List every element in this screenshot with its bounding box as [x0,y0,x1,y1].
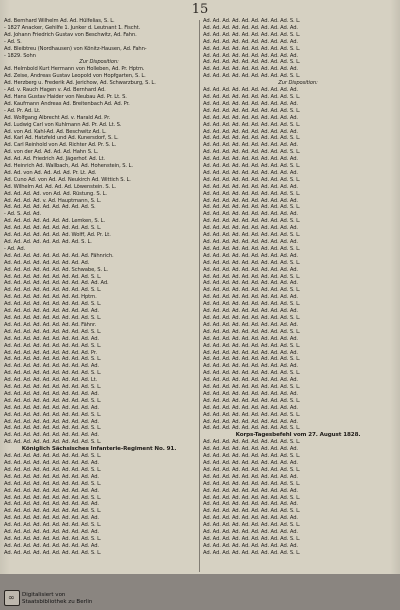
entry-line: Ad. Ad. Ad. Ad. Ad. Ad. Ad. Ad. Ad. Ad. [203,211,298,218]
entry-line: Ad. Ad. Ad. Ad. Ad. Ad. Ad. Ad. Ad. S. L. [203,204,301,211]
entry-line: Ad. Karl Ad. Hatzfeld und Ad. Kunersdorf, S. L. [4,135,119,142]
entry-line: Ad. Ad. Ad. Ad. Ad. Ad. Ad. Ad. Ad. S. L. [203,190,301,197]
entry-line: Ad. Ad. Ad. Ad. Ad. Ad. Ad. Ad. S. L. [4,239,92,245]
entry-line: Ad. Ad. Ad. Ad. Ad. Ad. Ad. Ad. Ad. Ad. [203,266,298,273]
footer-text [22,592,92,606]
entry-line: Ad. Carl Reinhold von Ad. Richter Ad. Pr. S. L. [4,142,117,149]
entry-line: Ad. Ad. Ad. Ad. Ad. Ad. Ad. Ad. Ad. S. L. [4,425,102,432]
entry-line: Ad. Ad. Ad. Ad. Ad. Ad. Ad. Ad. Ad. S. L. [4,273,102,280]
entry-line: Ad. Ad. Ad. Ad. Ad. Ad. Ad. Ad. Ad. Pr. [4,349,97,356]
entry-line: Ad. Ad. Ad. Ad. Ad. Ad. Ad. Ad. Ad. S. L. [203,163,301,170]
entry-line: Ad. Ad. Ad. Ad. Ad. Ad. Ad. Ad. Ad. Ad. [203,38,298,45]
subsection-label: Zur Disposition: [278,80,318,87]
entry-line: Ad. Ad. Ad. Ad. Ad. Ad. Ad. Ad. Ad. Ad. [203,24,298,31]
entry-line: Ad. von Ad. Kahl-Ad. Ad. Beschwitz Ad. L. [4,128,107,135]
entry-line: Ad. Ad. Ad. Ad. Ad. Ad. Ad. Ad. Ad. Ad. Ad. [4,280,109,287]
entry-line: Ad. Ad. Ad. Ad. Ad. Ad. Ad. Schwabe, S. L. [4,266,108,273]
entry-line: Ad. Ad. Ad. Ad. Ad. Ad. Ad. Ad. Ad. S. L. [4,225,102,232]
entry-line: Ad. Ad. Ad. Ad. Ad. Ad. Ad. Ad. Ad. S. L. [203,425,301,432]
entry-line: Ad. Ad. Ad. Ad. von Ad. Ad. Rüstung. S. L. [4,190,107,197]
entry-line: Ad. Ad. Ad. Ad. Ad. Ad. Ad. Ad. Ad. Ad. [203,142,298,149]
entry-line: Ad. Ad. Ad. Ad. Ad. Ad. Ad. Ad. Ad. Ad. [203,225,298,232]
entry-line: Ad. Ad. Ad. Ad. Ad. Ad. Ad. Ad. Ad. Ad. [203,460,298,466]
entry-line: Ad. Ad. Ad. Ad. Ad. Ad. Ad. Ad. Ad. Ad. [203,529,298,536]
entry-line: Ad. Cuno Ad. von Ad. Ad. Neukirch Ad. Wittich S. L. [4,176,131,183]
entry-line: Ad. Ad. Ad. Ad. Ad. Ad. Ad. Ad. Ad. Ad. [4,473,99,480]
right-column [203,18,393,557]
entry-line: Ad. Ludwig Carl von Kuhlmann Ad. Pr. Ad. Lt. S. [4,121,122,128]
entry-line: Ad. Ad. Ad. Ad. Ad. Ad. Ad. Ad. Ad. Ad. [203,321,298,328]
entry-line: Ad. Ad. Ad. Ad. Ad. Ad. Ad. Ad. Ad. Ad. [4,390,99,397]
entry-line: Ad. Ad. Ad. Ad. Ad. Ad. Ad. Ad. Ad. S. L. [203,480,301,487]
entry-line: Ad. Ad. Ad. Ad. Ad. Ad. Ad. Ad. Ad. S. L. [203,45,301,52]
entry-line: Ad. Ad. Ad. Ad. Ad. Ad. Ad. Ad. Ad. Ad. [4,515,99,522]
entry-line: Ad. Ad. Ad. Ad. Ad. Ad. Ad. Ad. Ad. Ad. [203,404,298,411]
entry-line: Ad. Ad. Ad. Ad. Ad. Ad. Ad. Ad. Ad. Ad. [203,473,298,480]
entry-line: Ad. Ad. Ad. Ad. Ad. Ad. Ad. Ad. Ad. S. L. [4,370,102,377]
entry-line: Ad. Ad. Ad. Ad. Ad. Ad. Ad. Ad. Ad. Ad. [203,128,298,135]
entry-line: Ad. Ad. Ad. Ad. Ad. Ad. Ad. Ad. Ad. S. L. [203,314,301,321]
entry-line: Ad. Ad. Ad. Ad. Ad. Ad. Ad. Ad. Ad. S. L. [203,342,301,349]
entry-line: Ad. Ad. Ad. Ad. Ad. Ad. Ad. Ad. Ad. S. L. [4,494,102,501]
entry-line: Ad. Ad. Ad. Ad. Ad. Ad. Ad. Ad. Ad. S. L. [203,494,301,501]
entry-line: Ad. Ad. Ad. Ad. Ad. Ad. Ad. Ad. Ad. S. L. [203,149,301,156]
entry-line: Ad. Ad. Ad. Ad. Ad. Ad. Ad. Ad. Ad. S. L. [203,439,301,446]
entry-line: Ad. Ad. Ad. Ad. Ad. Ad. Ad. Ad. Ad. Ad. [203,542,298,549]
entry-line: Ad. Ad. Ad. Ad. Ad. Ad. Ad. Ad. Ad. Ad. [203,87,298,94]
entry-line: Ad. Ad. Ad. Ad. Ad. Ad. Ad. Ad. Ad. S. L. [203,384,301,391]
entry-line: Ad. Ad. Ad. Ad. Ad. Ad. Ad. Ad. Ad. S. L. [4,453,102,460]
entry-line: Ad. Bernhard Wilhelm Ad. Ad. Hülfelias, S. L. [4,18,115,24]
entry-line: Ad. Ad. Ad. Ad. Ad. Ad. Ad. Ad. Ad. Ad. [203,515,298,522]
left-column [4,18,194,557]
entry-line: Ad. Ad. Ad. Ad. Ad. Ad. Ad. Ad. Ad. Ad. [203,197,298,204]
entry-line: Ad. Ad. Ad. Ad. Ad. Ad. Ad. Ad. Ad. S. L. [203,245,301,252]
entry-line: Ad. Ad. Ad. Ad. Ad. Ad. Ad. Ad. Ad. Ad. [203,169,298,176]
entry-line: - Ad. Pr. Ad. Lt. [4,107,41,114]
entry-line: Ad. Ad. Ad. Ad. Ad. Ad. Ad. Ad. Ad. S. L. [203,18,301,24]
entry-line: Ad. Ad. Ad. Ad. Ad. Ad. Ad. Ad. Ad. S. L. [203,176,301,183]
entry-line: Ad. Ad. Ad. Ad. Ad. Ad. Ad. Ad. Ad. S. L. [203,466,301,473]
entry-line: Ad. Ad. Ad. Ad. v. Ad. Hauptmann, S. L. [4,197,102,204]
entry-line: Ad. Ad. Ad. Ad. Ad. Ad. Ad. Ad. Ad. S. L. [203,259,301,266]
entry-line: Ad. Ad. Ad. Ad. Ad. Ad. Ad. Ad. Ad. S. L. [203,356,301,363]
entry-line: Ad. Ad. Ad. Ad. Ad. Ad. Ad. Ad. Ad. S. L. [4,411,102,418]
entry-line: Ad. Bleibtreu (Nordhausen) von Könitz-Hausen, Ad. Fahn- [4,45,147,52]
library-logo-icon: ∞ [4,590,20,606]
entry-line: Ad. Ad. Ad. Ad. Ad. Ad. Ad. Ad. Ad. Ad. [203,377,298,384]
entry-line: - Ad. Ad. [4,245,26,252]
section-heading: Korps-Tagesbefehl vom 27. August 1828. [235,432,361,439]
entry-line: Ad. Heinrich Ad. Wallbach, Ad. Ad. Hohenstein, S. L. [4,163,133,170]
footer-line-2: Staatsbibliothek zu Berlin [22,599,93,605]
entry-line: Ad. Ad. Ad. Ad. Ad. Ad. Ad. Ad. Ad. Ad. [203,390,298,397]
entry-line: Ad. Ad. Ad. Ad. Ad. Ad. Ad. Lemken, S. L. [4,218,106,225]
entry-line: Ad. Ad. Ad. Ad. Ad. Ad. Ad. Ad. Ad. Ad. [203,239,298,245]
entry-line: Ad. Ad. Ad. Ad. Ad. Ad. Ad. Ad. Ad. Ad. [4,542,99,549]
entry-line: Ad. Ad. Ad. Ad. Ad. Ad. Ad. Ad. Ad. Ad. [4,335,99,342]
entry-line: Ad. Ad. Ad. Ad. Ad. Ad. Ad. Ad. Ad. S. L. [4,466,102,473]
entry-line: Ad. Zeise, Andreas Gustav Leopold von Hopfgarten, S. L. [4,73,146,80]
entry-line: Ad. Ad. Ad. Ad. Ad. Ad. Ad. Ad. Ad. Ad. [203,308,298,315]
section-heading: Königlich Sächsisches Infanterie-Regiment No. 91. [21,446,177,453]
entry-line: Ad. Ad. Ad. Ad. Ad. Ad. Ad. Ad. Ad. Ad. [4,418,99,425]
entry-line: - 1829. Sohn [4,52,36,59]
entry-line: Ad. Ad. Ad. Ad. Ad. Ad. Ad. Ad. Ad. S. L. [4,342,102,349]
entry-line: Ad. Ad. Ad. Ad. Ad. Ad. Ad. Ad. Ad. Ad. [203,363,298,370]
entry-line: Ad. Ad. Ad. Ad. Ad. Ad. Ad. Ad. Fähnr. [4,321,97,328]
entry-line: Ad. Ad. Ad. Ad. Ad. Ad. Ad. Ad. Ad. S. L. [203,73,301,80]
entry-line: Ad. Ad. Ad. Ad. Ad. Ad. Ad. Ad. Ad. S. L. [203,93,301,100]
entry-line: Ad. Ad. Ad. Ad. Ad. Ad. Ad. Ad. Ad. S. L. [4,549,102,556]
entry-line: Ad. Ad. Ad. Ad. Ad. Ad. Ad. Ad. Ad. [4,259,90,266]
entry-line: Ad. Ad. Ad. Ad. Ad. Ad. Ad. Ad. Ad. Ad. [203,446,298,453]
entry-line: Ad. Ad. Ad. Ad. Ad. Ad. Ad. Ad. Ad. Ad. [203,487,298,494]
entry-line: Ad. Ad. Ad. Ad. Ad. Ad. Ad. Ad. Ad. S. L. [203,59,301,66]
entry-line: Ad. Ad. Ad. Ad. Ad. Ad. Ad. Ad. Ad. S. L. [4,356,102,363]
entry-line: Ad. von der Ad. Ad. Ad. Ad. Hahn S. L. [4,149,99,156]
entry-line: Ad. Ad. Ad. Ad. Ad. Ad. Ad. Ad. Ad. Ad. [203,280,298,287]
entry-line: Ad. Ad. Ad. Ad. Ad. Ad. Ad. Ad. Ad. S. L. [4,480,102,487]
page-number: 15 [191,2,209,17]
entry-line: Ad. Ad. Ad. Ad. Ad. Ad. Ad. Ad. Ad. S. [4,204,96,211]
entry-line: Ad. Ad. Ad. Ad. Ad. Ad. Ad. Ad. Ad. Ad. [4,308,99,315]
entry-line: Ad. Ad. Ad. Ad. Ad. Ad. Ad. Ad. Ad. S. L. [203,522,301,529]
entry-line: Ad. Ad. Ad. Ad. Ad. Ad. Ad. Ad. Ad. S. L. [4,522,102,529]
entry-line: Ad. Ad. Ad. Ad. Ad. Ad. Ad. Ad. Ad. Ad. [203,156,298,163]
entry-line: Ad. Ad. Ad. Ad. Ad. Ad. Ad. Ad. Ad. S. L. [203,397,301,404]
entry-line: Ad. Ad. Ad. Ad. Ad. Ad. Ad. Ad. Ad. Ad. [203,100,298,107]
entry-line: Ad. Ad. Ad. Ad. Ad. Ad. Ad. Ad. Hptm. [4,294,97,301]
entry-line: Ad. Kaufmann Andreas Ad. Breitenbach Ad. Ad. Pr. [4,100,130,107]
entry-line: Ad. Ad. Ad. Ad. Ad. Ad. Ad. Ad. Ad. S. L. [203,31,301,38]
entry-line: Ad. Ad. Ad. Ad. Ad. Ad. Ad. Ad. Ad. S. L. [203,121,301,128]
entry-line: Ad. Ad. Ad. Ad. Ad. Ad. Ad. Ad. Ad. Ad. [4,460,99,466]
entry-line: Ad. Ad. Ad. Ad. Ad. Ad. Ad. Ad. Ad. Ad. [203,349,298,356]
footer-bar [0,574,400,610]
entry-line: Ad. Ad. Ad. Ad. Ad. Ad. Ad. Ad. Ad. S. L. [203,508,301,515]
entry-line: Ad. Ad. Ad. Ad. Ad. Ad. Ad. Ad. Ad. Ad. [203,252,298,259]
entry-line: Ad. Ad. Ad. Ad. Ad. Ad. Ad. Ad. Ad. S. L. [203,328,301,335]
entry-line: Ad. Ad. Ad. Ad. Ad. Ad. Ad. Ad. Ad. S. L. [203,287,301,294]
entry-line: - 1827 Anacker, Gehilfe 1. Junker d. Leutnant 1. Fischt. [4,24,141,31]
footer-line-1: Digitalisiert von [22,592,66,598]
entry-line: Ad. Hans Gustav Haider von Neubau Ad. Pr. Lt. S. [4,93,127,100]
entry-line: Ad. Ad. Ad. Ad. Ad. Ad. Ad. Ad. Ad. S. L. [203,107,301,114]
entry-line: Ad. Ad. Ad. Friedrich Ad. Jägerhof. Ad. Lt. [4,156,105,163]
entry-line: Ad. Johann Friedrich Gustav von Beschwitz, Ad. Fahn. [4,31,137,38]
entry-line: Ad. Ad. Ad. Ad. Ad. Ad. Ad. Ad. Ad. S. L. [4,314,102,321]
entry-line: Ad. Wolfgang Albrecht Ad. v. Harald Ad. Pr. [4,114,111,121]
entry-line: Ad. Ad. Ad. Ad. Ad. Ad. Ad. Ad. Ad. Lt. [4,377,98,384]
subsection-label: Zur Disposition: [79,59,119,66]
entry-line: Ad. Ad. Ad. Ad. Ad. Ad. Ad. Ad. Ad. S. L. [203,370,301,377]
entry-line: Ad. Ad. Ad. Ad. Ad. Ad. Ad. Ad. Ad. Ad. [203,114,298,121]
entry-line: Ad. Ad. Ad. Ad. Ad. Ad. Ad. Ad. Ad. S. L. [4,328,102,335]
entry-line: Ad. Ad. Ad. Ad. Ad. Ad. Ad. Ad. Ad. S. L. [203,301,301,308]
entry-line: Ad. Ad. Ad. Ad. Ad. Ad. Ad. Ad. Ad. Ad. [203,335,298,342]
entry-line: Ad. Ad. Ad. Ad. Ad. Ad. Ad. Ad. Ad. Ad. [4,529,99,536]
entry-line: - Ad. v. Rauch Hagen v. Ad. Bernhard Ad. [4,87,106,94]
entry-line: Ad. Ad. Ad. Ad. Ad. Ad. Ad. Ad. Ad. Fähnrich. [4,252,114,259]
entry-line: Ad. Ad. Ad. Ad. Ad. Ad. Ad. Ad. Ad. S. L. [203,218,301,225]
entry-line: Ad. Ad. Ad. Ad. Ad. Ad. Ad. Ad. Ad. S. L. [4,384,102,391]
entry-line: Ad. Ad. Ad. Ad. Ad. Ad. Ad. Ad. Ad. S. L. [4,535,102,542]
entry-line: Ad. Ad. Ad. Ad. Ad. Ad. Ad. Ad. Ad. Ad. [4,363,99,370]
entry-line: - Ad. S. [4,38,22,45]
entry-line: Ad. Ad. Ad. Ad. Ad. Ad. Ad. Ad. Ad. Ad. [203,66,298,73]
entry-line: Ad. Ad. Ad. Ad. Ad. Ad. Ad. Ad. Ad. S. L. [4,439,102,446]
entry-line: Ad. Ad. Ad. Ad. Ad. Ad. Ad. Wolff, Ad. Pr. Lt. [4,232,111,239]
entry-line: Ad. Ad. Ad. Ad. Ad. Ad. Ad. Ad. Ad. Ad. [203,183,298,190]
entry-line: Ad. Helmbold Kurt Hermann von Holleben, Ad. Pr. Hptm. [4,66,145,73]
entry-line: Ad. Ad. Ad. Ad. Ad. Ad. Ad. Ad. Ad. S. L. [4,508,102,515]
entry-line: Ad. Wilhelm Ad. Ad. Ad. Ad. Löwenstein. S. L. [4,183,117,190]
entry-line: Ad. Ad. Ad. Ad. Ad. Ad. Ad. Ad. Ad. Ad. [4,501,99,508]
column-divider [199,20,200,572]
entry-line: Ad. Herzberg u. Frederik Ad. Jerichow, Ad. Schwarzburg, S. L. [4,80,156,87]
entry-line: Ad. Ad. Ad. Ad. Ad. Ad. Ad. Ad. Ad. Ad. [4,404,99,411]
entry-line: Ad. Ad. Ad. Ad. Ad. Ad. Ad. Ad. Ad. S. L. [4,287,102,294]
entry-line: Ad. Ad. Ad. Ad. Ad. Ad. Ad. Ad. Ad. Ad. [203,294,298,301]
entry-line: Ad. Ad. Ad. Ad. Ad. Ad. Ad. Ad. Ad. Ad. [203,418,298,425]
entry-line: Ad. Ad. Ad. Ad. Ad. Ad. Ad. Ad. Ad. Ad. [4,432,99,439]
entry-line: Ad. Ad. Ad. Ad. Ad. Ad. Ad. Ad. Ad. S. L. [203,535,301,542]
entry-line: Ad. Ad. Ad. Ad. Ad. Ad. Ad. Ad. Ad. S. L. [203,135,301,142]
entry-line: Ad. Ad. Ad. Ad. Ad. Ad. Ad. Ad. Ad. S. L. [203,453,301,460]
entry-line: Ad. Ad. von Ad. Ad. Ad. Ad. Pr. Lt. Ad. [4,169,97,176]
entry-line: Ad. Ad. Ad. Ad. Ad. Ad. Ad. Ad. Ad. Ad. [203,52,298,59]
entry-line: Ad. Ad. Ad. Ad. Ad. Ad. Ad. Ad. Ad. S. L. [203,411,301,418]
entry-line: Ad. Ad. Ad. Ad. Ad. Ad. Ad. Ad. Ad. S. L. [203,232,301,239]
entry-line: Ad. Ad. Ad. Ad. Ad. Ad. Ad. Ad. Ad. S. L. [203,273,301,280]
entry-line: Ad. Ad. Ad. Ad. Ad. Ad. Ad. Ad. Ad. S. L. [203,549,301,556]
entry-line: Ad. Ad. Ad. Ad. Ad. Ad. Ad. Ad. Ad. S. L. [4,397,102,404]
entry-line: - Ad. S. Ad. Ad. [4,211,42,218]
entry-line: Ad. Ad. Ad. Ad. Ad. Ad. Ad. Ad. Ad. S. L. [4,301,102,308]
entry-line: Ad. Ad. Ad. Ad. Ad. Ad. Ad. Ad. Ad. Ad. [4,487,99,494]
entry-line: Ad. Ad. Ad. Ad. Ad. Ad. Ad. Ad. Ad. Ad. [203,501,298,508]
